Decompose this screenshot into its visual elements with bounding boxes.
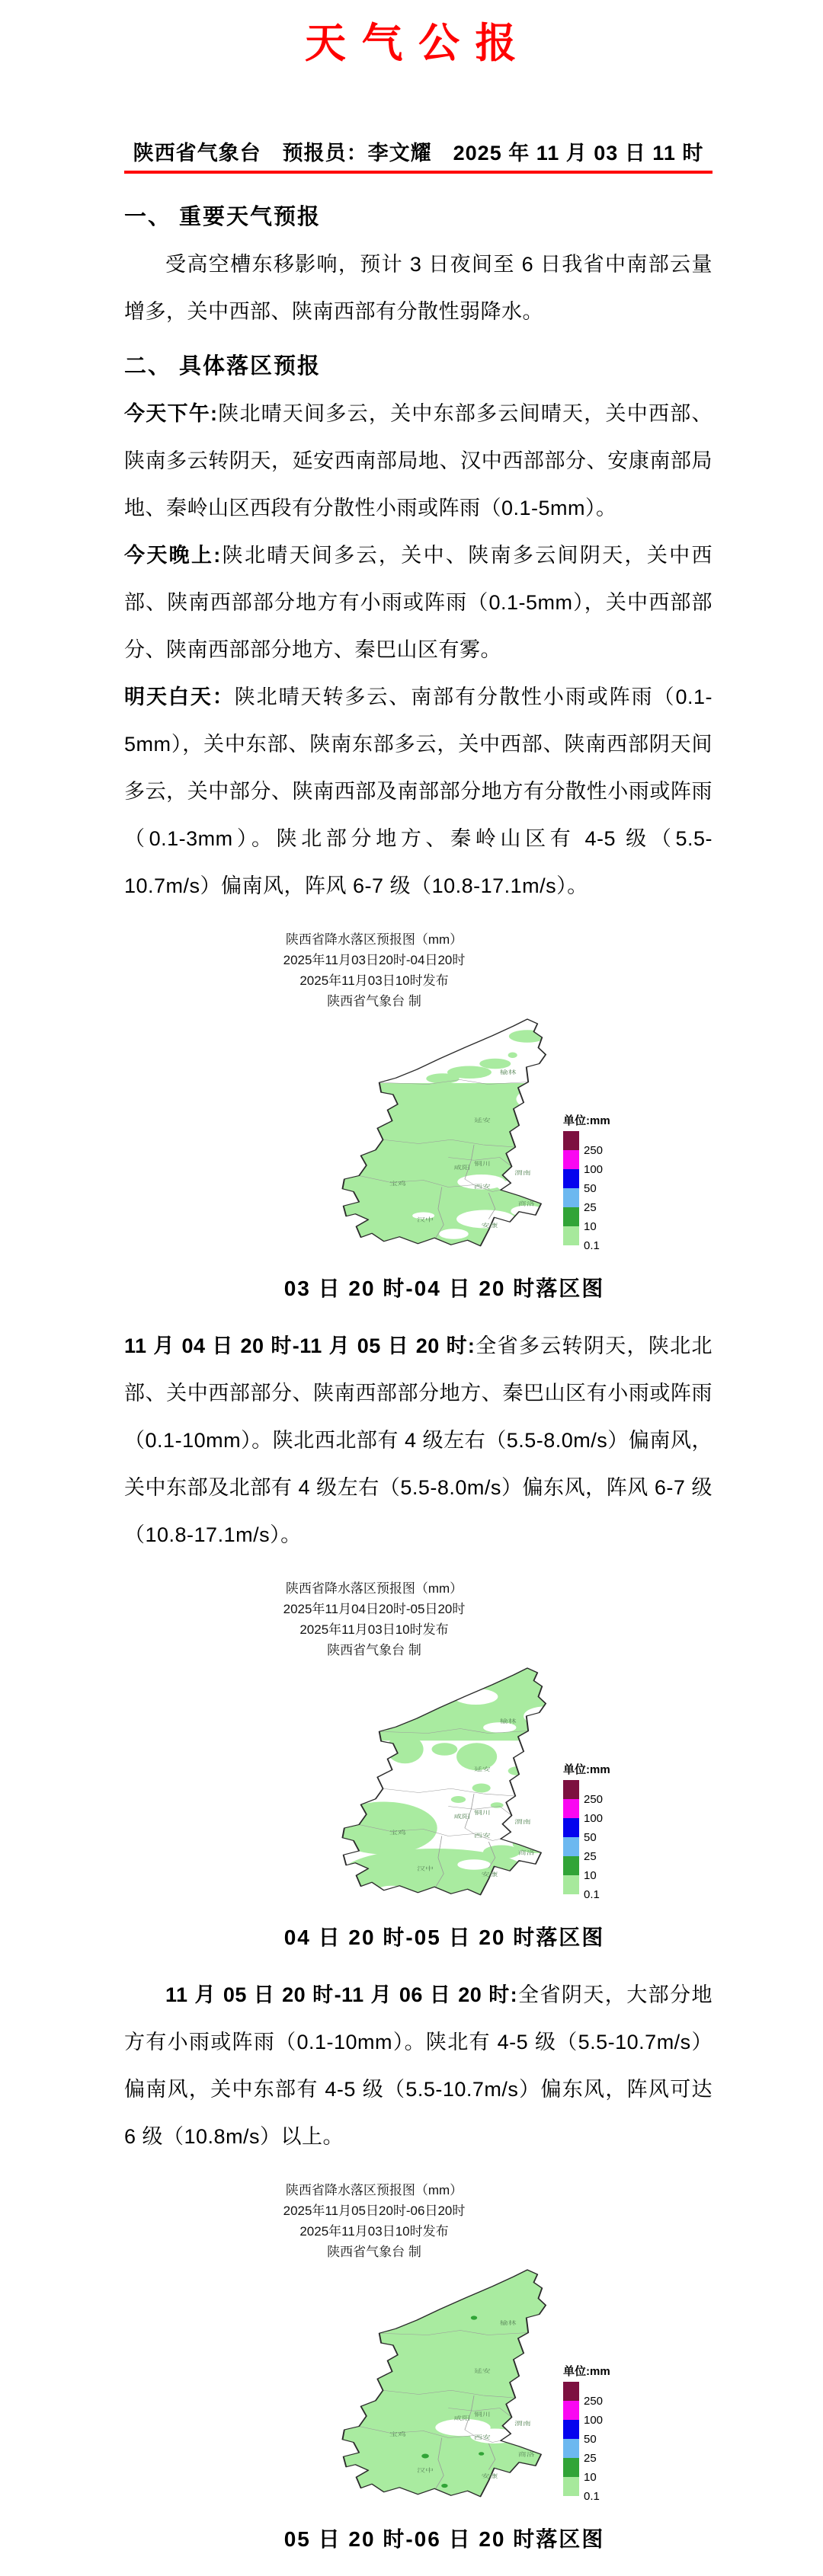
- legend-swatch: [563, 2439, 579, 2458]
- legend-level: 250: [584, 1144, 604, 1157]
- legend-swatch: [563, 1780, 579, 1799]
- paragraph-lead: 11 月 04 日 20 时-11 月 05 日 20 时:: [124, 1334, 476, 1357]
- byline-underline: [124, 136, 713, 174]
- city-label: 安康: [481, 1871, 498, 1878]
- paragraph-text: 陕北晴天间多云，关中、陕南多云间阴天，关中西部、陕南西部部分地方有小雨或阵雨（0.1-5mm），关中西部部分、陕南西部部分地方、秦巴山区有雾。: [124, 544, 713, 661]
- city-label: 宝鸡: [389, 1181, 406, 1187]
- city-label: 渭南: [514, 1819, 531, 1825]
- city-label: 宝鸡: [389, 2431, 406, 2437]
- paragraph-lead: 11 月 05 日 20 时-11 月 06 日 20 时:: [165, 1983, 518, 2006]
- map-canvas-1: [167, 1015, 670, 1260]
- legend-swatch: [563, 1799, 579, 1818]
- legend-level: 250: [584, 2395, 604, 2408]
- paragraph-text: 陕北晴天间多云，关中东部多云间晴天，关中西部、陕南多云转阴天，延安西南部局地、汉中西部部分、安康南部局地、秦岭山区西段有分散性小雨或阵雨（0.1-5mm）。: [124, 402, 713, 519]
- map-caption-1: 03 日 20 时-04 日 20 时落区图: [283, 1277, 605, 1300]
- legend-swatch: [563, 1169, 579, 1188]
- page-title: 天气公报: [304, 21, 533, 66]
- legend-level: 25: [584, 1201, 597, 1214]
- city-label: 西安: [474, 1184, 491, 1190]
- legend-swatch: [563, 2382, 579, 2401]
- city-label: 铜川: [474, 1161, 491, 1167]
- legend-swatch: [563, 2458, 579, 2477]
- precip-legend: [563, 1112, 647, 1252]
- map-title: 陕西省降水落区预报图（mm）: [285, 932, 463, 947]
- map-period: 2025年11月04日20时-05日20时: [283, 1602, 466, 1616]
- byline: 陕西省气象台 预报员：李文耀 2025 年 11 月 03 日 11 时: [133, 142, 704, 165]
- city-label: 商洛: [517, 1849, 535, 1855]
- legend-level: 0.1: [584, 1239, 600, 1252]
- city-label: 咸阳: [453, 2415, 471, 2421]
- city-label: 渭南: [514, 1170, 531, 1176]
- legend-level: 100: [584, 2414, 604, 2427]
- legend-level: 0.1: [584, 1888, 600, 1901]
- forecast-paragraph-day2: [124, 1322, 713, 1558]
- map-issued: 2025年11月03日10时发布: [299, 2224, 449, 2239]
- legend-swatch: [563, 2401, 579, 2420]
- precip-map-block-3: [124, 2180, 713, 2510]
- map-title: 陕西省降水落区预报图（mm）: [285, 1581, 463, 1596]
- map-issued: 2025年11月03日10时发布: [299, 973, 449, 988]
- city-label: 汉中: [417, 1865, 434, 1871]
- important-weather-paragraph: 受高空槽东移影响，预计 3 日夜间至 6 日我省中南部云量增多，关中西部、陕南西部有分散性弱降水。: [124, 253, 713, 323]
- forecast-paragraph-tomorrow: [124, 673, 713, 909]
- legend-swatch: [563, 1875, 579, 1894]
- map-period: 2025年11月05日20时-06日20时: [283, 2204, 466, 2218]
- paragraph-text: 全省阴天，大部分地方有小雨或阵雨（0.1-10mm）。陕北有 4-5 级（5.5-10.7m/s）偏南风，关中东部有 4-5 级（5.5-10.7m/s）偏东风，阵风可达 6 级（10.8m/s）以上。: [124, 1983, 713, 2148]
- city-label: 咸阳: [453, 1814, 471, 1820]
- map-maker: 陕西省气象台 制: [327, 1643, 421, 1657]
- legend-swatch: [563, 2420, 579, 2439]
- precip-legend: [563, 2363, 647, 2503]
- city-label: 榆林: [499, 2320, 517, 2326]
- section-heading-important-weather: 一、 重要天气预报: [124, 205, 322, 229]
- legend-unit-label: 单位:mm: [563, 2365, 610, 2378]
- legend-level: 25: [584, 2452, 597, 2465]
- paragraph-lead: 今天下午:: [124, 402, 218, 425]
- city-label: 西安: [474, 2434, 491, 2440]
- city-label: 汉中: [417, 2467, 434, 2473]
- legend-swatch: [563, 1818, 579, 1837]
- map-canvas-3: [167, 2265, 670, 2510]
- map-maker: 陕西省气象台 制: [327, 994, 421, 1008]
- city-label: 铜川: [474, 2411, 491, 2418]
- legend-level: 50: [584, 1182, 597, 1195]
- legend-swatch: [563, 1226, 579, 1245]
- map-header-2: [80, 1578, 668, 1660]
- city-label: 延安: [474, 1766, 491, 1772]
- legend-level: 25: [584, 1850, 597, 1863]
- city-label: 榆林: [499, 1069, 517, 1075]
- precip-map-block-2: [124, 1578, 713, 1909]
- legend-level: 10: [584, 1220, 597, 1233]
- map-caption-3: 05 日 20 时-06 日 20 时落区图: [283, 2527, 605, 2551]
- legend-swatch: [563, 1837, 579, 1856]
- forecast-paragraph-day3: [124, 1971, 713, 2160]
- legend-swatch: [563, 1188, 579, 1207]
- map-issued: 2025年11月03日10时发布: [299, 1622, 449, 1637]
- city-label: 延安: [474, 2368, 491, 2374]
- city-label: 西安: [474, 1833, 491, 1839]
- map-period: 2025年11月03日20时-04日20时: [283, 953, 466, 967]
- legend-swatch: [563, 1207, 579, 1226]
- legend-level: 100: [584, 1812, 604, 1825]
- paragraph-lead: 今天晚上:: [124, 544, 221, 567]
- city-label: 宝鸡: [389, 1830, 406, 1836]
- paragraph-text: 陕北晴天转多云、南部有分散性小雨或阵雨（0.1-5mm），关中东部、陕南东部多云，关中西部、陕南西部阴天间多云，关中部分、陕南西部及南部部分地方有分散性小雨或阵雨（0.1-3mm）。陕北部分地方、秦岭山区有 4-5 级（5.5-10.7m/s）偏南风，阵风 6-7 级（10.8-17.1m/s）。: [124, 686, 713, 897]
- map-header-3: [80, 2180, 668, 2262]
- city-label: 汉中: [417, 1216, 434, 1222]
- legend-swatch: [563, 1856, 579, 1875]
- legend-unit-label: 单位:mm: [563, 1763, 610, 1776]
- legend-level: 50: [584, 2433, 597, 2446]
- legend-level: 50: [584, 1831, 597, 1844]
- legend-swatch: [563, 2477, 579, 2496]
- city-label: 渭南: [514, 2421, 531, 2427]
- paragraph-text: 全省多云转阴天，陕北北部、关中西部部分、陕南西部部分地方、秦巴山区有小雨或阵雨（0.1-10mm）。陕北西北部有 4 级左右（5.5-8.0m/s）偏南风，关中东部及北部有 4 级左右（5.5-8.0m/s）偏东风，阵风 6-7 级（10.8-17.1m/s）。: [124, 1334, 713, 1546]
- city-label: 商洛: [517, 1200, 535, 1207]
- city-label: 榆林: [499, 1718, 517, 1724]
- legend-level: 100: [584, 1163, 604, 1176]
- map-title: 陕西省降水落区预报图（mm）: [285, 2183, 463, 2197]
- map-canvas-2: [167, 1664, 670, 1909]
- section-heading-area-forecast: 二、 具体落区预报: [124, 354, 322, 379]
- city-label: 商洛: [517, 2451, 535, 2457]
- precip-map-block-1: [124, 929, 713, 1260]
- city-label: 安康: [481, 1222, 498, 1229]
- legend-level: 10: [584, 1869, 597, 1882]
- legend-level: 0.1: [584, 2490, 600, 2503]
- legend-level: 250: [584, 1793, 604, 1806]
- city-label: 咸阳: [453, 1165, 471, 1171]
- forecast-paragraph-tonight: [124, 532, 713, 673]
- legend-unit-label: 单位:mm: [563, 1114, 610, 1127]
- city-label: 铜川: [474, 1810, 491, 1816]
- legend-swatch: [563, 1150, 579, 1169]
- map-caption-2: 04 日 20 时-05 日 20 时落区图: [283, 1926, 605, 1949]
- city-label: 延安: [474, 1117, 491, 1123]
- precip-legend: [563, 1761, 647, 1901]
- city-label: 安康: [481, 2473, 498, 2479]
- map-header-1: [80, 929, 668, 1012]
- map-maker: 陕西省气象台 制: [327, 2245, 421, 2259]
- forecast-paragraph-today-afternoon: [124, 390, 713, 532]
- legend-level: 10: [584, 2471, 597, 2484]
- paragraph-lead: 明天白天：: [124, 686, 235, 708]
- legend-swatch: [563, 1131, 579, 1150]
